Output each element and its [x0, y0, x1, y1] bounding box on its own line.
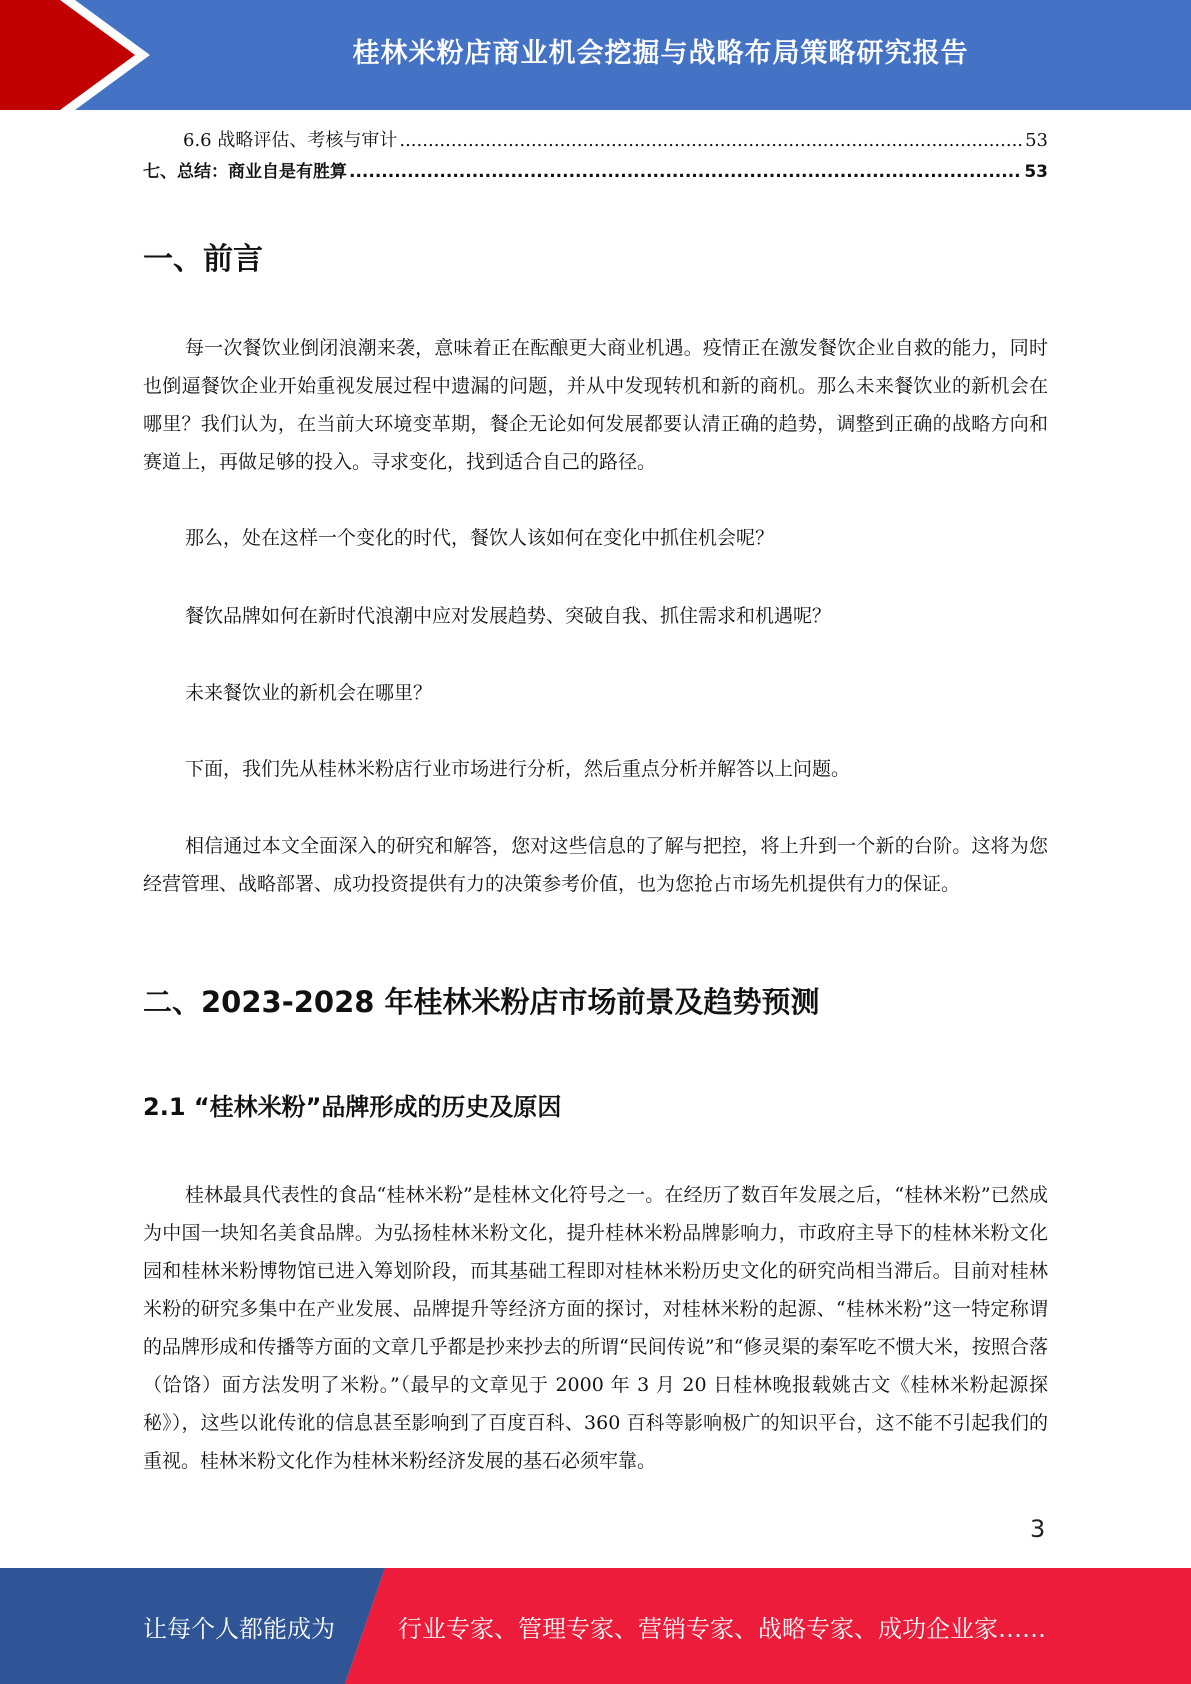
toc-entry-page: 53: [1025, 130, 1048, 151]
paragraph: 下面，我们先从桂林米粉店行业市场进行分析，然后重点分析并解答以上问题。: [185, 758, 851, 780]
footer-slogan-right: 行业专家、管理专家、营销专家、战略专家、成功企业家……: [398, 1614, 1046, 1643]
toc-leader-dots: [399, 130, 1023, 151]
section-heading: 2.1 “桂林米粉”品牌形成的历史及原因: [143, 1093, 562, 1121]
chapter-heading: 二、2023-2028 年桂林米粉店市场前景及趋势预测: [143, 985, 820, 1019]
paragraph: 未来餐饮业的新机会在哪里？: [185, 682, 433, 704]
paragraph: 那么，处在这样一个变化的时代，餐饮人该如何在变化中抓住机会呢？: [185, 527, 775, 549]
document-body: [143, 126, 1048, 1472]
page-footer: [0, 1568, 1191, 1684]
toc-leader-dots: [349, 162, 1022, 182]
paragraph: 每一次餐饮业倒闭浪潮来袭，意味着正在酝酿更大商业机遇。疫情正在激发餐饮企业自救的能力，同时也倒逼餐饮企业开始重视发展过程中遗漏的问题，并从中发现转机和新的商机。那么未来餐饮业的新机会在哪里？我们认为，在当前大环境变革期，餐企无论如何发展都要认清正确的趋势，调整到正确的战略方向和赛道上，再做足够的投入。寻求变化，找到适合自己的路径。: [143, 337, 1048, 473]
paragraph: 相信通过本文全面深入的研究和解答，您对这些信息的了解与把控，将上升到一个新的台阶。这将为您经营管理、战略部署、成功投资提供有力的决策参考价值，也为您抢占市场先机提供有力的保证。: [143, 835, 1048, 895]
toc-entry-label: 七、总结：商业自是有胜算: [143, 162, 347, 182]
toc-entry-page: 53: [1024, 162, 1048, 182]
table-of-contents: [143, 126, 1048, 188]
page-header: [0, 0, 1191, 110]
footer-slogan-left: 让每个人都能成为: [143, 1614, 335, 1643]
page-number: 3: [1030, 1515, 1046, 1543]
paragraph: 桂林最具代表性的食品“桂林米粉”是桂林文化符号之一。在经历了数百年发展之后，“桂林米粉”已然成为中国一块知名美食品牌。为弘扬桂林米粉文化，提升桂林米粉品牌影响力，市政府主导下的桂林米粉文化园和桂林米粉博物馆已进入筹划阶段，而其基础工程即对桂林米粉历史文化的研究尚相当滞后。目前对桂林米粉的研究多集中在产业发展、品牌提升等经济方面的探讨，对桂林米粉的起源、“桂林米粉”这一特定称谓的品牌形成和传播等方面的文章几乎都是抄来抄去的所谓“民间传说”和“修灵渠的秦军吃不惯大米，按照合落（饸饹）面方法发明了米粉。”（最早的文章见于 2000 年 3 月 20 日桂林晚报载姚古文《桂林米粉起源探秘》），这些以讹传讹的信息甚至影响到了百度百科、360 百科等影响极广的知识平台，这不能不引起我们的重视。桂林米粉文化作为桂林米粉经济发展的基石必须牢靠。: [143, 1184, 1048, 1472]
toc-entry-label: 6.6 战略评估、考核与审计: [183, 130, 398, 151]
toc-entry[interactable]: [143, 157, 1048, 188]
paragraph: 餐饮品牌如何在新时代浪潮中应对发展趋势、突破自我、抓住需求和机遇呢？: [185, 605, 832, 627]
toc-entry[interactable]: [143, 126, 1048, 157]
section-heading-preface: 一、前言: [143, 242, 263, 277]
report-title: 桂林米粉店商业机会挖掘与战略布局策略研究报告: [352, 37, 969, 69]
